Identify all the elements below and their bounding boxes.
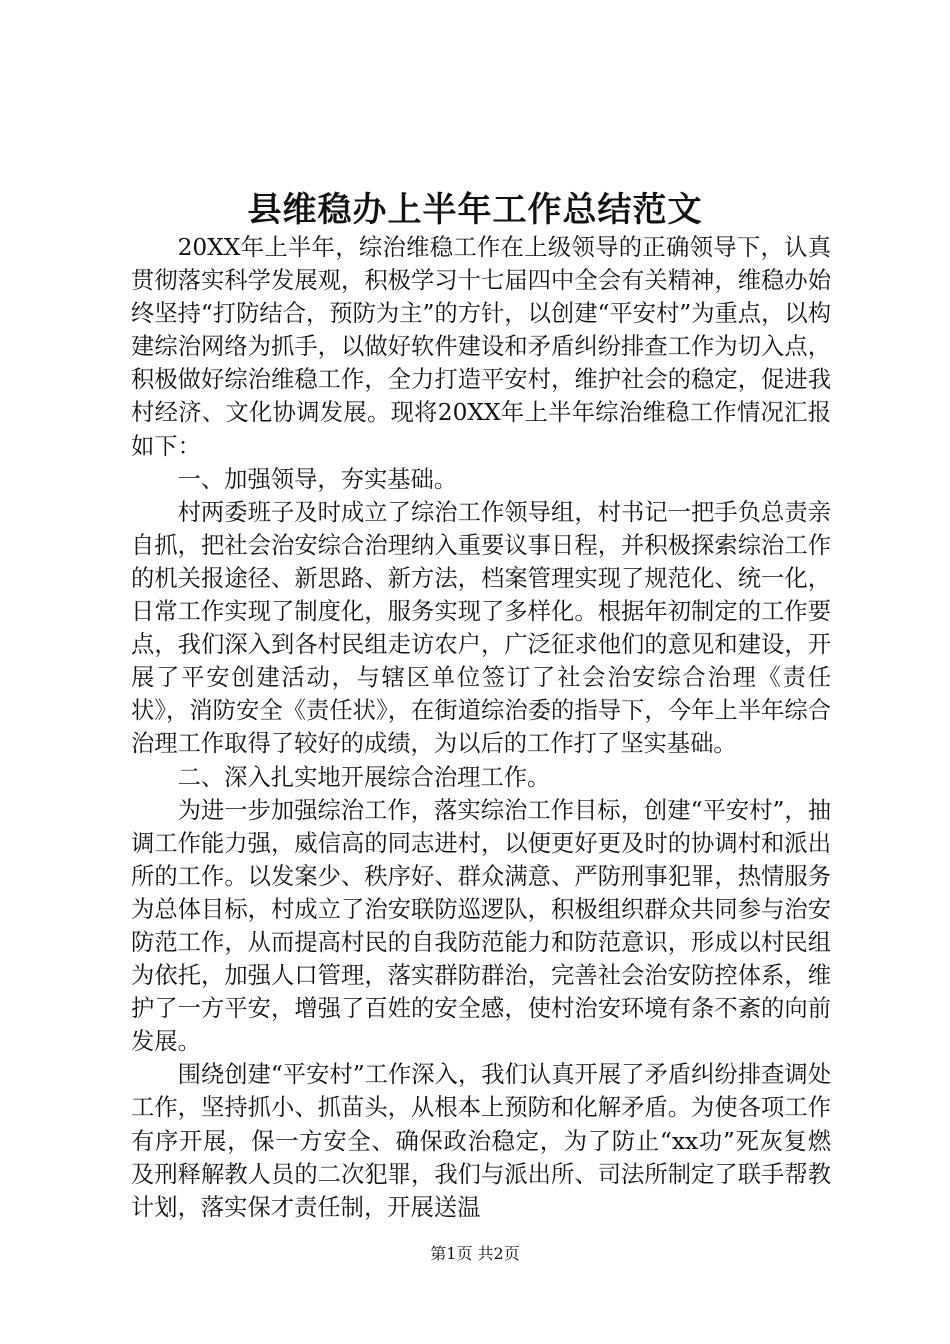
paragraph-intro: 20XX年上半年，综治维稳工作在上级领导的正确领导下，认真贯彻落实科学发展观，积极学习十七届四中全会有关精神，维稳办始终坚持“打防结合，预防为主”的方针，以创建“平安村”为重点，以构建综治网络为抓手，以做好软件建设和矛盾纠纷排查工作为切入点，积极做好综治维稳工作，全力打造平安村，维护社会的稳定，促进我村经济、文化协调发展。现将20XX年上半年综治维稳工作情况汇报如下：	[131, 234, 831, 460]
section-heading-2: 二、深入扎实地开展综合治理工作。	[177, 763, 551, 791]
section-heading-1: 一、加强领导，夯实基础。	[177, 465, 458, 493]
paragraph-section-2: 为进一步加强综治工作，落实综治工作目标，创建“平安村”，抽调工作能力强，威信高的同志进村，以便更好更及时的协调村和派出所的工作。以发案少、秩序好、群众满意、严防刑事犯罪，热情服务为总体目标，村成立了治安联防巡逻队，积极组织群众共同参与治安防范工作，从而提高村民的自我防范能力和防范意识，形成以村民组为依托，加强人口管理，落实群防群治，完善社会治安防控体系，维护了一方平安，增强了百姓的安全感，使村治安环境有条不紊的向前发展。	[131, 796, 831, 1056]
paragraph-section-2-continued: 围绕创建“平安村”工作深入，我们认真开展了矛盾纠纷排查调处工作，坚持抓小、抓苗头，从根本上预防和化解矛盾。为使各项工作有序开展，保一方安全、确保政治稳定，为了防止“xx功”死灰复燃及刑释解教人员的二次犯罪，我们与派出所、司法所制定了联手帮教计划，落实保才责任制，开展送温	[131, 1061, 831, 1221]
paragraph-section-1: 村两委班子及时成立了综治工作领导组，村书记一把手负总责亲自抓，把社会治安综合治理纳入重要议事日程，并积极探索综治工作的机关报途径、新思路、新方法，档案管理实现了规范化、统一化，日常工作实现了制度化，服务实现了多样化。根据年初制定的工作要点，我们深入到各村民组走访农户，广泛征求他们的意见和建设，开展了平安创建活动，与辖区单位签订了社会治安综合治理《责任状》，消防安全《责任状》，在街道综治委的指导下，今年上半年综合治理工作取得了较好的成绩，为以后的工作打了坚实基础。	[131, 498, 831, 758]
page-footer: 第1页 共2页	[430, 1244, 520, 1263]
document-body	[131, 231, 831, 1224]
document-title: 县维稳办上半年工作总结范文	[247, 190, 703, 230]
